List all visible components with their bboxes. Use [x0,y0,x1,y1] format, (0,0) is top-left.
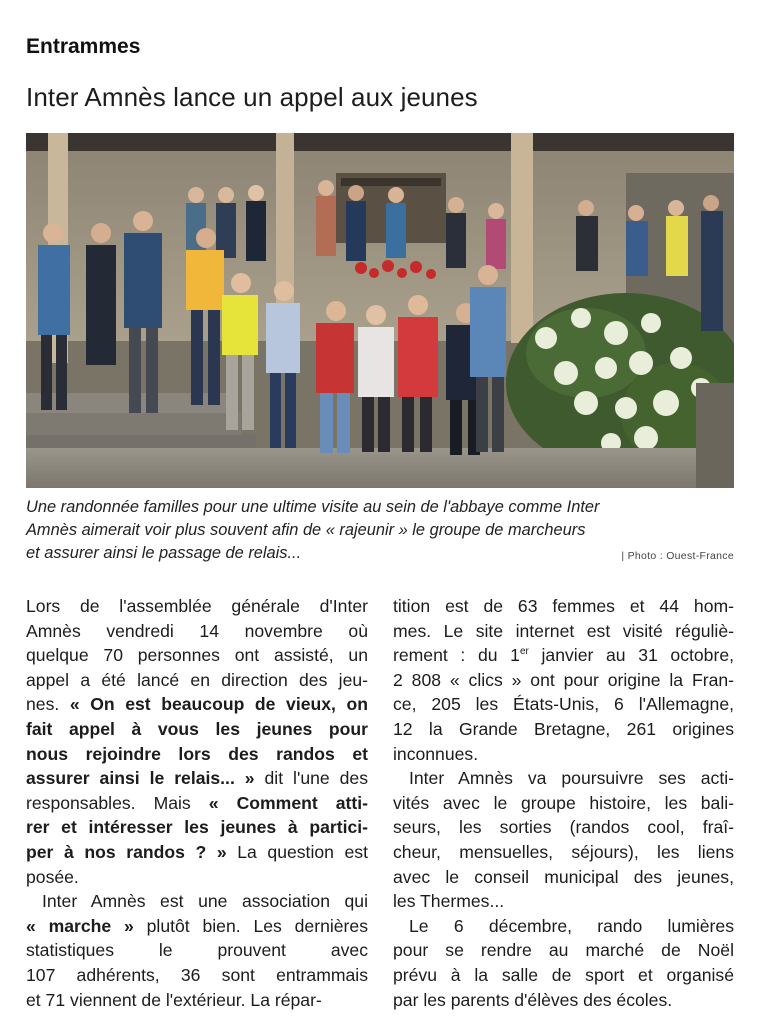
photo-credit: | Photo : Ouest-France [621,550,734,562]
text-line: par les parents d'élèves des écoles. [393,989,673,1010]
text: quelque 70 personnes ont assisté, un [26,645,368,666]
bold-text: « On est beaucoup de vieux, on [69,694,368,715]
text-line: cheur, mensuelles, séjours), les liens [393,841,734,862]
text-line [26,619,368,644]
caption-line: Une randonnée familles pour une ultime visite au sein de l'abbaye comme Inter [26,498,600,516]
text-line: les Thermes... [393,891,505,912]
paragraph [26,594,368,889]
text-line [26,643,368,668]
caption-line: et assurer ainsi le passage de relais... [26,544,302,562]
text: Amnès vendredi 14 novembre où [26,620,368,641]
text-line [26,815,368,840]
text: Lors de l'assemblée générale d'Inter [26,596,368,616]
bold-text: « Comment atti- [208,792,368,813]
text: nes. [26,694,70,715]
article-column-left [26,594,368,1012]
text: Inter Amnès est une association qui [42,891,368,912]
text-line: mes. Le site internet est visité réguliè- [393,620,734,641]
text: La question est [226,841,368,862]
text-line [26,914,368,939]
text: plutôt bien. Les dernières [133,915,368,936]
article-photo [26,133,734,488]
text: dit l'une des [254,768,368,789]
text-line [26,938,368,963]
text: statistiques le prouvent avec [26,940,368,961]
text-line: avec le conseil municipal des jeunes, [393,866,734,887]
text-line: 12 la Grande Bretagne, 261 origines [393,718,734,739]
text-line: inconnues. [393,743,479,764]
adjacent-article-edge [752,60,766,1024]
text-line: Le 6 décembre, rando lumières [409,915,734,936]
text: 107 adhérents, 36 sont entrammais [26,964,368,985]
text-line: ce, 205 les États-Unis, 6 l'Allemagne, [393,694,734,715]
text-line: Inter Amnès va poursuivre ses acti- [409,768,734,789]
bold-text: per à nos randos ? » [26,841,227,862]
text-line [26,988,368,1013]
text-line [26,594,368,619]
text: responsables. Mais [26,792,209,813]
bold-text: assurer ainsi le relais... » [26,768,255,789]
text-line [26,668,368,693]
text: posée. [26,866,79,887]
text-line: tition est de 63 femmes et 44 hom- [393,596,734,616]
text-line [26,865,368,890]
text-line [26,840,368,865]
text-line [26,692,368,717]
article-kicker: Entrammes [26,35,141,58]
text: appel a été lancé en direction des jeu- [26,669,368,690]
text-line: rement : du 1er janvier au 31 octobre, [393,645,734,666]
text-line [26,717,368,742]
text-line [26,742,368,767]
group-photo-illustration [26,133,734,488]
text-line: prévu à la salle de sport et organisé [393,964,734,985]
paragraph [393,914,734,1012]
bold-text: « marche » [26,915,134,936]
text-line: vités avec le groupe histoire, les bali- [393,792,734,813]
caption-line: Amnès aimerait voir plus souvent afin de « rajeunir » le groupe de marcheurs [26,521,586,539]
bold-text: rer et intéresser les jeunes à partici- [26,817,368,838]
bold-text: fait appel à vous les jeunes pour [26,718,368,739]
text-line [26,766,368,791]
article-headline: Inter Amnès lance un appel aux jeunes [26,82,478,112]
paragraph [393,594,734,766]
text-line: 2 808 « clics » ont pour origine la Fran- [393,669,734,690]
text-line [26,963,368,988]
paragraph [26,889,368,1012]
article-column-right [393,594,734,1012]
text-line: seurs, les sorties (randos cool, fraî- [393,817,734,838]
bold-text: nous rejoindre lors des randos et [26,743,368,764]
text-line: pour se rendre au marché de Noël [393,940,734,961]
paragraph [393,766,734,914]
text-line [26,791,368,816]
text-line [26,889,368,914]
text: et 71 viennent de l'extérieur. La répar- [26,989,322,1010]
